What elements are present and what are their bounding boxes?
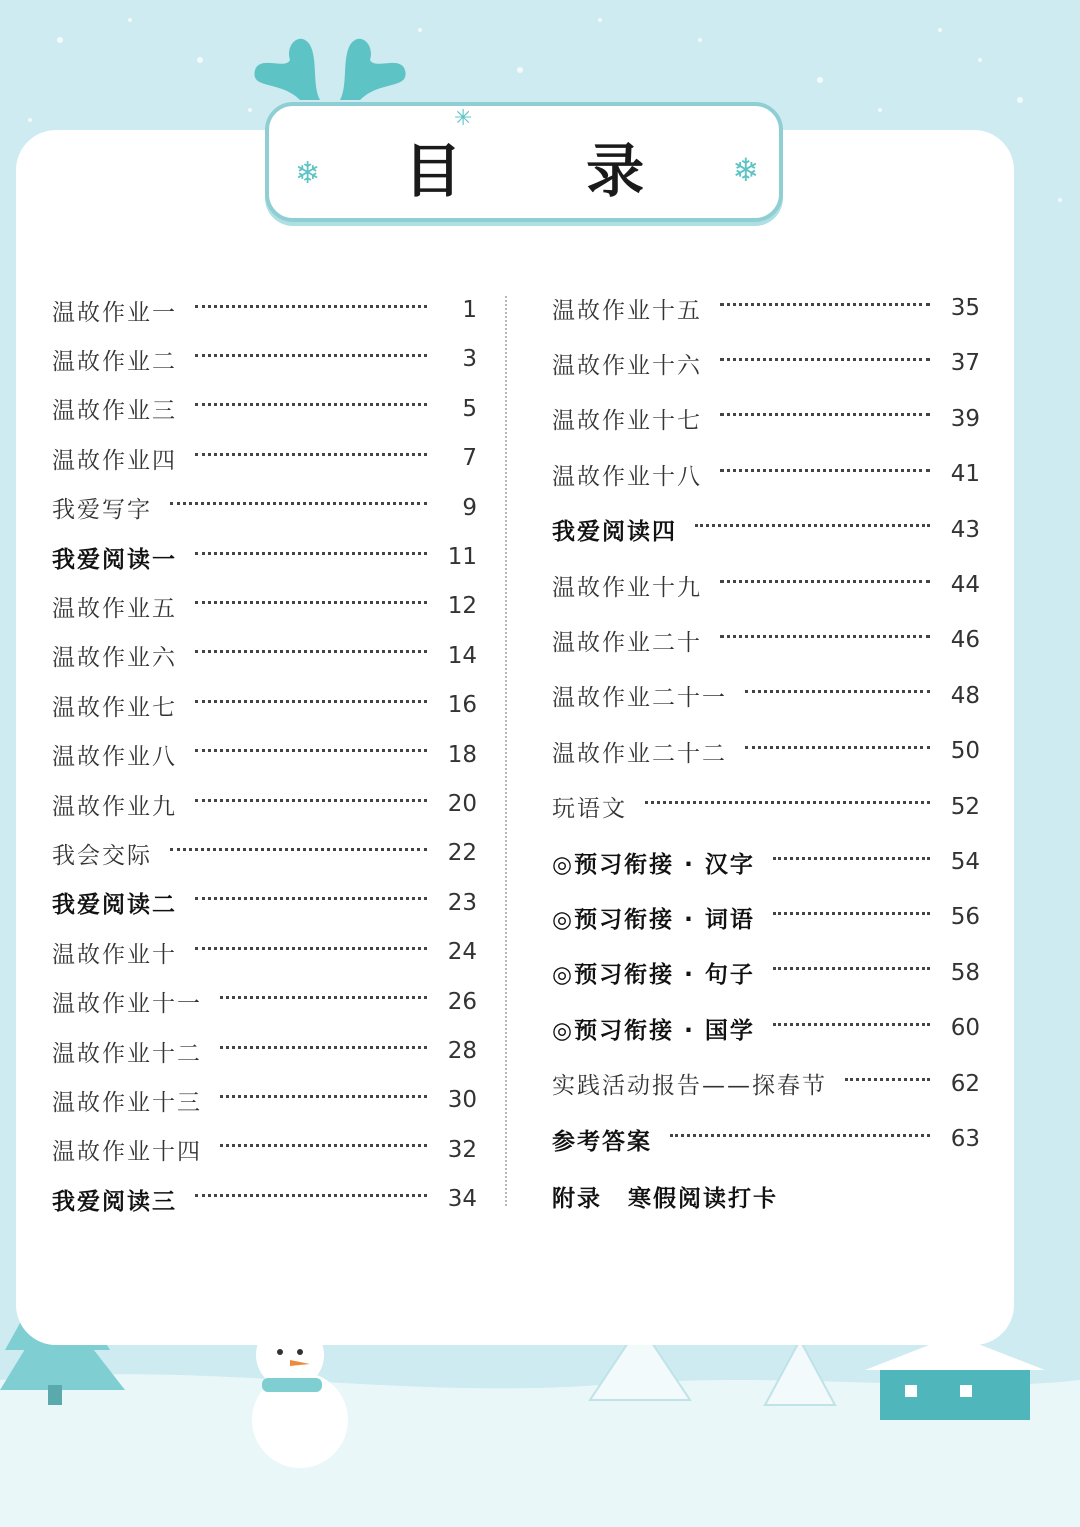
toc-entry[interactable] bbox=[52, 1031, 477, 1071]
toc-entry[interactable] bbox=[552, 676, 980, 716]
toc-entry-page: 58 bbox=[950, 959, 980, 986]
toc-entry-label: 温故作业十 bbox=[52, 941, 177, 968]
toc-entry-page: 28 bbox=[447, 1038, 477, 1064]
toc-entry[interactable] bbox=[552, 842, 980, 882]
dot-leader bbox=[720, 469, 930, 472]
toc-entry-page: 30 bbox=[447, 1087, 477, 1114]
snowflake-icon: ✳ bbox=[454, 106, 473, 131]
toc-entry[interactable] bbox=[552, 787, 980, 827]
dot-leader bbox=[645, 801, 930, 804]
toc-entry-page: 16 bbox=[447, 692, 477, 719]
toc-entry-label: 我爱阅读二 bbox=[52, 892, 177, 919]
toc-entry-page: 35 bbox=[950, 295, 980, 321]
appendix-entry[interactable] bbox=[552, 1180, 778, 1213]
toc-entry-label: ◎预习衔接 · 国学 bbox=[552, 1017, 755, 1044]
toc-entry-label: ◎预习衔接 · 汉字 bbox=[552, 851, 755, 878]
dot-leader bbox=[195, 552, 427, 555]
toc-entry[interactable] bbox=[52, 290, 477, 330]
toc-entry[interactable] bbox=[552, 897, 980, 937]
toc-entry-label: 温故作业二十 bbox=[552, 629, 702, 656]
toc-entry-label: 温故作业八 bbox=[52, 744, 177, 771]
dot-leader bbox=[195, 897, 427, 900]
toc-entry[interactable] bbox=[52, 735, 477, 775]
appendix-title: 寒假阅读打卡 bbox=[628, 1186, 778, 1213]
dot-leader bbox=[745, 690, 930, 693]
toc-entry-label: 温故作业十九 bbox=[552, 574, 702, 601]
toc-entry-label: 温故作业四 bbox=[52, 447, 177, 474]
dot-leader bbox=[195, 650, 427, 653]
toc-entry[interactable] bbox=[552, 1119, 980, 1159]
dot-leader bbox=[720, 303, 930, 306]
toc-entry-page: 24 bbox=[447, 939, 477, 966]
dot-leader bbox=[195, 700, 427, 703]
toc-entry-page: 41 bbox=[950, 461, 980, 488]
toc-entry-label: 温故作业二十二 bbox=[552, 740, 727, 767]
toc-entry-page: 43 bbox=[950, 516, 980, 543]
toc-entry-page: 34 bbox=[447, 1186, 477, 1213]
toc-entry-page: 52 bbox=[950, 793, 980, 820]
toc-entry-label: 温故作业十八 bbox=[552, 463, 702, 490]
toc-entry-label: 温故作业九 bbox=[52, 793, 177, 820]
toc-entry-page: 60 bbox=[950, 1015, 980, 1042]
dot-leader bbox=[720, 413, 930, 416]
dot-leader bbox=[220, 1144, 427, 1147]
toc-entry-label: 我爱阅读四 bbox=[552, 519, 677, 546]
toc-entry[interactable] bbox=[52, 537, 477, 577]
toc-entry[interactable] bbox=[52, 488, 477, 528]
toc-entry-label: 温故作业七 bbox=[52, 694, 177, 721]
toc-entry[interactable] bbox=[552, 731, 980, 771]
toc-entry[interactable] bbox=[552, 953, 980, 993]
toc-entry[interactable] bbox=[52, 636, 477, 676]
toc-entry-label: 温故作业十四 bbox=[52, 1139, 202, 1166]
toc-entry-label: 玩语文 bbox=[552, 796, 627, 823]
toc-entry-page: 26 bbox=[447, 988, 477, 1015]
dot-leader bbox=[170, 848, 427, 851]
toc-entry-label: 温故作业三 bbox=[52, 398, 177, 425]
toc-entry-label: 温故作业十五 bbox=[552, 297, 702, 324]
toc-entry[interactable] bbox=[52, 438, 477, 478]
toc-entry-label: 我爱阅读三 bbox=[52, 1188, 177, 1215]
dot-leader bbox=[195, 749, 427, 752]
toc-entry-page: 20 bbox=[447, 791, 477, 817]
page-title: 目 录 bbox=[403, 137, 697, 205]
toc-entry-page: 3 bbox=[462, 346, 477, 373]
toc-entry-page: 14 bbox=[447, 642, 477, 669]
toc-entry[interactable] bbox=[52, 1179, 477, 1219]
toc-entry[interactable] bbox=[52, 685, 477, 725]
toc-entry[interactable] bbox=[52, 932, 477, 972]
toc-entry-page: 44 bbox=[950, 572, 980, 598]
toc-entry-page: 18 bbox=[447, 741, 477, 768]
dot-leader bbox=[195, 799, 427, 802]
dot-leader bbox=[195, 1194, 427, 1197]
dot-leader bbox=[220, 996, 427, 999]
dot-leader bbox=[773, 912, 930, 915]
dot-leader bbox=[220, 1046, 427, 1049]
toc-entry[interactable] bbox=[552, 620, 980, 660]
toc-entry[interactable] bbox=[52, 586, 477, 626]
dot-leader bbox=[720, 358, 930, 361]
toc-entry-page: 56 bbox=[950, 904, 980, 931]
toc-entry-page: 12 bbox=[447, 593, 477, 620]
dot-leader bbox=[195, 354, 427, 357]
toc-entry-page: 1 bbox=[462, 297, 477, 323]
dot-leader bbox=[670, 1134, 930, 1137]
toc-entry-label: 温故作业十一 bbox=[52, 991, 202, 1018]
toc-entry[interactable] bbox=[52, 883, 477, 923]
toc-entry-label: 我爱写字 bbox=[52, 497, 152, 524]
toc-entry-page: 11 bbox=[447, 544, 477, 570]
toc-entry-label: 我爱阅读一 bbox=[52, 546, 177, 573]
dot-leader bbox=[720, 635, 930, 638]
toc-entry-page: 50 bbox=[950, 738, 980, 765]
toc-entry[interactable] bbox=[552, 510, 980, 550]
dot-leader bbox=[195, 403, 427, 406]
toc-entry[interactable] bbox=[552, 565, 980, 605]
toc-entry-label: 温故作业一 bbox=[52, 299, 177, 326]
dot-leader bbox=[195, 305, 427, 308]
toc-entry-label: 温故作业二十一 bbox=[552, 685, 727, 712]
appendix-label: 附录 bbox=[552, 1186, 602, 1213]
toc-entry-label: 温故作业十二 bbox=[52, 1040, 202, 1067]
toc-entry-label: 温故作业五 bbox=[52, 595, 177, 622]
toc-entry[interactable] bbox=[552, 343, 980, 383]
toc-entry-page: 46 bbox=[950, 627, 980, 654]
dot-leader bbox=[845, 1078, 930, 1081]
toc-entry[interactable] bbox=[52, 389, 477, 429]
snowflake-icon: ❄ bbox=[732, 151, 759, 189]
toc-entry-label: 温故作业十七 bbox=[552, 408, 702, 435]
toc-entry-label: ◎预习衔接 · 句子 bbox=[552, 962, 755, 989]
dot-leader bbox=[720, 580, 930, 583]
toc-entry[interactable] bbox=[52, 833, 477, 873]
toc-entry[interactable] bbox=[552, 1008, 980, 1048]
dot-leader bbox=[773, 967, 930, 970]
toc-entry-page: 54 bbox=[950, 849, 980, 875]
dot-leader bbox=[695, 524, 930, 527]
toc-entry-label: 参考答案 bbox=[552, 1128, 652, 1155]
toc-entry-page: 22 bbox=[447, 840, 477, 867]
title-banner bbox=[265, 102, 783, 222]
toc-entry-page: 48 bbox=[950, 682, 980, 709]
toc-entry[interactable] bbox=[552, 454, 980, 494]
toc-entry-page: 62 bbox=[950, 1070, 980, 1097]
toc-entry-page: 37 bbox=[950, 350, 980, 377]
toc-entry-page: 39 bbox=[950, 405, 980, 432]
dot-leader bbox=[773, 1023, 930, 1026]
dot-leader bbox=[220, 1095, 427, 1098]
toc-entry-page: 7 bbox=[462, 445, 477, 472]
column-divider bbox=[505, 296, 507, 1206]
toc-entry[interactable] bbox=[52, 784, 477, 824]
toc-entry-page: 5 bbox=[462, 395, 477, 422]
toc-entry-label: 温故作业十三 bbox=[52, 1089, 202, 1116]
dot-leader bbox=[195, 453, 427, 456]
toc-entry-label: ◎预习衔接 · 词语 bbox=[552, 906, 755, 933]
toc-entry-label: 实践活动报告——探春节 bbox=[552, 1073, 827, 1100]
toc-entry-label: 温故作业十六 bbox=[552, 352, 702, 379]
dot-leader bbox=[745, 746, 930, 749]
toc-entry-label: 我会交际 bbox=[52, 842, 152, 869]
toc-entry[interactable] bbox=[52, 1130, 477, 1170]
toc-entry-page: 9 bbox=[462, 494, 477, 521]
toc-entry[interactable] bbox=[552, 399, 980, 439]
dot-leader bbox=[195, 947, 427, 950]
toc-entry-label: 温故作业二 bbox=[52, 348, 177, 375]
toc-entry[interactable] bbox=[552, 1064, 980, 1104]
dot-leader bbox=[195, 601, 427, 604]
toc-entry-page: 63 bbox=[950, 1126, 980, 1152]
toc-entry[interactable] bbox=[552, 288, 980, 328]
toc-entry-label: 温故作业六 bbox=[52, 645, 177, 672]
toc-entry[interactable] bbox=[52, 1080, 477, 1120]
toc-entry-page: 32 bbox=[447, 1136, 477, 1163]
toc-entry-page: 23 bbox=[447, 889, 477, 916]
toc-entry[interactable] bbox=[52, 339, 477, 379]
toc-entry[interactable] bbox=[52, 982, 477, 1022]
snowflake-icon: ❄ bbox=[295, 156, 321, 191]
dot-leader bbox=[170, 502, 427, 505]
dot-leader bbox=[773, 857, 930, 860]
